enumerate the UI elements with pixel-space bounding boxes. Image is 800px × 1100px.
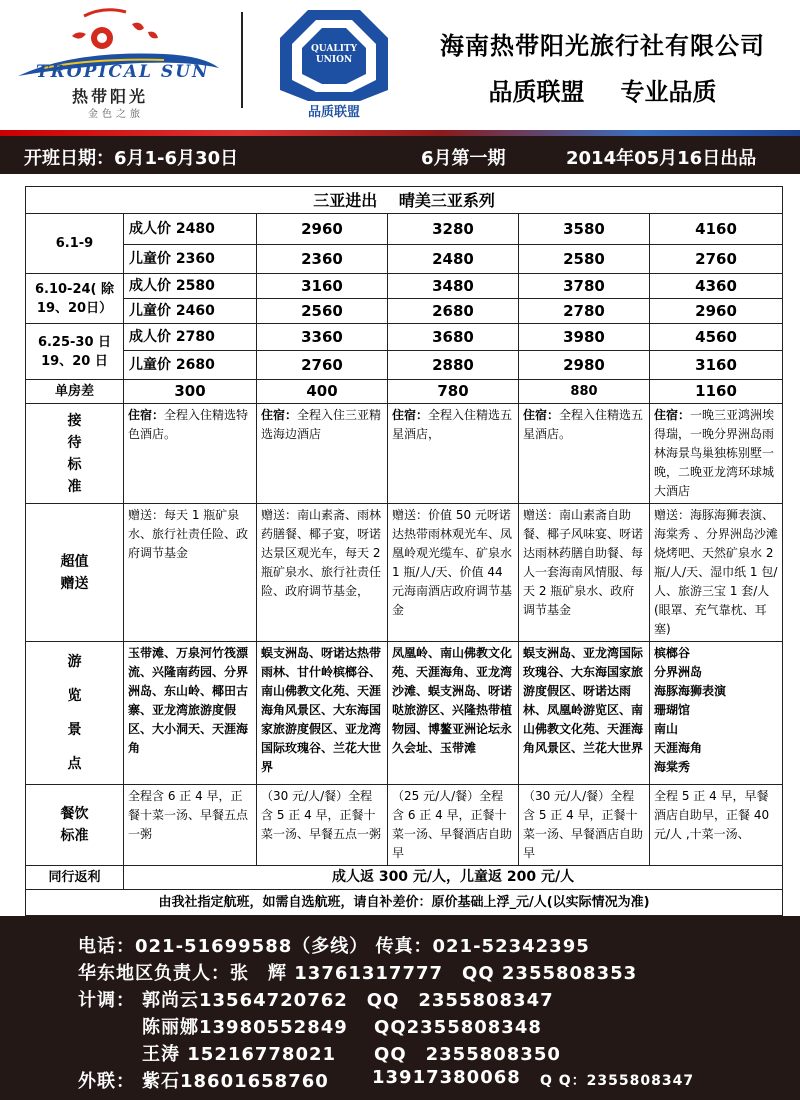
price-cell: 3160 (257, 274, 388, 299)
hotel-cell (388, 404, 519, 504)
adult-base-price: 成人价 2480 (124, 214, 257, 245)
single-room-value: 780 (388, 380, 519, 404)
coordinator-2: 陈丽娜13980552849 QQ2355808348 (142, 1017, 542, 1038)
child-base-price: 儿童价 2360 (124, 245, 257, 274)
price-cell: 4560 (650, 324, 783, 351)
slogan (410, 72, 795, 107)
gifts-cell: 赠送：海豚海狮表演、海棠秀 、分界洲岛沙滩烧烤吧、天然矿泉水 2 瓶/人/天、湿巾纸 1 包/人、旅游三宝 1 套/人(眼罩、充气靠枕、耳塞) (650, 504, 783, 642)
price-cell: 3580 (519, 214, 650, 245)
single-room-label: 单房差 (26, 380, 124, 404)
price-cell: 2580 (519, 245, 650, 274)
adult-base-price: 成人价 2780 (124, 324, 257, 351)
meals-label: 餐饮 标准 (26, 785, 124, 866)
single-room-value: 880 (519, 380, 650, 404)
date-range-3: 6.25-30 日19、20 日 (26, 324, 124, 380)
main-content (0, 174, 800, 916)
hotel-cell (650, 404, 783, 504)
quality-chinese: 品质联盟 (307, 105, 360, 120)
class-dates: 开班日期：6月1-6月30日 (24, 148, 239, 169)
external-contact: 紫石18601658760 (142, 1071, 329, 1092)
date-range-1: 6.1-9 (26, 214, 124, 274)
east-manager: 华东地区负责人：张 辉 13761317777 QQ 2355808353 (78, 963, 638, 984)
table-title: 三亚进出 晴美三亚系列 (26, 187, 783, 214)
price-cell: 2360 (257, 245, 388, 274)
price-cell: 2680 (388, 299, 519, 324)
price-cell: 3480 (388, 274, 519, 299)
price-cell: 3980 (519, 324, 650, 351)
price-cell: 2960 (257, 214, 388, 245)
price-table (25, 186, 783, 916)
coordinator-1: 郭尚云13564720762 QQ 2355808347 (142, 990, 554, 1011)
price-cell: 3360 (257, 324, 388, 351)
quality-line-2: UNION (315, 55, 353, 65)
logo-chinese: 热带阳光 (72, 87, 149, 106)
adult-base-price: 成人价 2580 (124, 274, 257, 299)
single-room-value: 300 (124, 380, 257, 404)
meals-cell: （25 元/人/餐）全程含 6 正 4 早，正餐十菜一汤、早餐酒店自助早 (388, 785, 519, 866)
gifts-cell: 赠送：每天 1 瓶矿泉水、旅行社责任险、政府调节基金 (124, 504, 257, 642)
page-header (0, 0, 800, 135)
hotel-prefix: 住宿： (392, 408, 429, 422)
coordinator-3: 王涛 15216778021 QQ 2355808350 (142, 1044, 561, 1065)
slogan-2: 专业品质 (620, 77, 717, 106)
meals-cell: 全程含 6 正 4 早，正餐十菜一汤、早餐五点一粥 (124, 785, 257, 866)
price-cell: 3280 (388, 214, 519, 245)
sights-cell: 蜈支洲岛、呀诺达热带雨林、甘什岭槟榔谷、南山佛教文化苑、天涯海角风景区、大东海国家旅游度假区、亚龙湾国际玫瑰谷、兰花大世界 (257, 642, 388, 785)
contact-footer (0, 916, 800, 1100)
info-bar (0, 136, 800, 174)
gifts-cell: 赠送：价值 50 元呀诺达热带雨林观光车、凤凰岭观光缆车、矿泉水 1 瓶/人/天、价值 44 元海南酒店政府调节基金 (388, 504, 519, 642)
price-cell: 3680 (388, 324, 519, 351)
gifts-label: 超值 赠送 (26, 504, 124, 642)
hotel-text: 全程入住精选五星酒店。 (523, 408, 644, 441)
price-cell: 2760 (257, 351, 388, 380)
coordinator-label: 计调： (78, 990, 135, 1011)
price-cell: 2960 (650, 299, 783, 324)
header-divider (241, 12, 243, 108)
price-cell: 3780 (519, 274, 650, 299)
quality-union-logo (278, 8, 390, 120)
hotel-text: 全程入住精选五星酒店， (392, 408, 513, 441)
hotel-cell (124, 404, 257, 504)
price-cell: 2760 (650, 245, 783, 274)
price-cell: 3160 (650, 351, 783, 380)
hotel-cell (257, 404, 388, 504)
issue-number: 6月第一期 (421, 148, 506, 169)
hotel-prefix: 住宿： (128, 408, 165, 422)
hotel-prefix: 住宿： (523, 408, 560, 422)
external-phone-2: 13917380068 (372, 1067, 521, 1088)
sights-cell: 玉带滩、万泉河竹筏漂流、兴隆南药园、分界洲岛、东山岭、椰田古寨、亚龙湾旅游度假区、大小洞天、天涯海角 (124, 642, 257, 785)
rebate-label: 同行返利 (26, 866, 124, 890)
external-label: 外联： (78, 1071, 135, 1092)
rebate-text: 成人返 300 元/人，儿童返 200 元/人 (124, 866, 783, 890)
sights-cell: 蜈支洲岛、亚龙湾国际玫瑰谷、大东海国家旅游度假区、呀诺达雨林、凤凰岭游览区、南山佛教文化苑、天涯海角风景区、兰花大世界 (519, 642, 650, 785)
company-name: 海南热带阳光旅行社有限公司 (440, 31, 765, 60)
flight-note: 由我社指定航班，如需自选航班，请自补差价：原价基础上浮_元/人(以实际情况为准) (26, 890, 783, 916)
gifts-cell: 赠送：南山素斋、雨林药膳餐、椰子宴，呀诺达景区观光车，每天 2 瓶矿泉水、旅行社责任险、政府调节基金， (257, 504, 388, 642)
hotel-text: 全程入住三亚精选海边酒店 (261, 408, 382, 441)
sights-cell: 凤凰岭、南山佛教文化苑、天涯海角、亚龙湾沙滩、蜈支洲岛、呀诺哒旅游区、兴隆热带植物园、博鳌亚洲论坛永久会址、玉带滩 (388, 642, 519, 785)
sights-label: 游 览 景 点 (26, 642, 124, 785)
phone-fax: 电话：021-51699588（多线） 传真：021-52342395 (78, 936, 590, 957)
price-cell: 2560 (257, 299, 388, 324)
date-range-2: 6.10-24( 除19、20日） (26, 274, 124, 324)
price-cell: 2980 (519, 351, 650, 380)
publish-date: 2014年05月16日出品 (566, 148, 757, 169)
quality-line-1: QUALITY (310, 44, 358, 54)
single-room-value: 400 (257, 380, 388, 404)
gifts-cell: 赠送：南山素斋自助餐、椰子风味宴、呀诺达雨林药膳自助餐、每人一套海南风情服、每天 2 瓶矿泉水、政府调节基金 (519, 504, 650, 642)
hotel-cell (519, 404, 650, 504)
logo-subtitle: 金色之旅 (88, 109, 144, 120)
price-cell: 4160 (650, 214, 783, 245)
logo-english: TROPICAL SUN (36, 62, 210, 82)
hotel-prefix: 住宿： (261, 408, 298, 422)
hotel-text: 一晚三亚鸿洲埃得瑞，一晚分界洲岛雨林海景鸟巢独栋别墅一晚，二晚亚龙湾环球城大酒店 (654, 408, 775, 498)
meals-cell: 全程 5 正 4 早，早餐酒店自助早，正餐 40元/人 ,十菜一汤、 (650, 785, 783, 866)
hotel-prefix: 住宿： (654, 408, 691, 422)
child-base-price: 儿童价 2460 (124, 299, 257, 324)
price-cell: 4360 (650, 274, 783, 299)
child-base-price: 儿童价 2680 (124, 351, 257, 380)
meals-cell: （30 元/人/餐）全程含 5 正 4 早，正餐十菜一汤、早餐酒店自助早 (519, 785, 650, 866)
sights-cell: 槟榔谷 分界洲岛 海豚海狮表演 珊瑚馆 南山 天涯海角 海棠秀 (650, 642, 783, 785)
external-qq: Q Q：2355808347 (540, 1073, 695, 1089)
price-cell: 2480 (388, 245, 519, 274)
single-room-value: 1160 (650, 380, 783, 404)
meals-cell: （30 元/人/餐）全程含 5 正 4 早，正餐十菜一汤、早餐五点一粥 (257, 785, 388, 866)
slogan-1: 品质联盟 (488, 77, 585, 106)
price-cell: 2780 (519, 299, 650, 324)
hotel-standard-label: 接 待 标 准 (26, 404, 124, 504)
price-cell: 2880 (388, 351, 519, 380)
tropical-sun-logo (14, 8, 226, 123)
hotel-text: 全程入住精选特色酒店。 (128, 408, 249, 441)
